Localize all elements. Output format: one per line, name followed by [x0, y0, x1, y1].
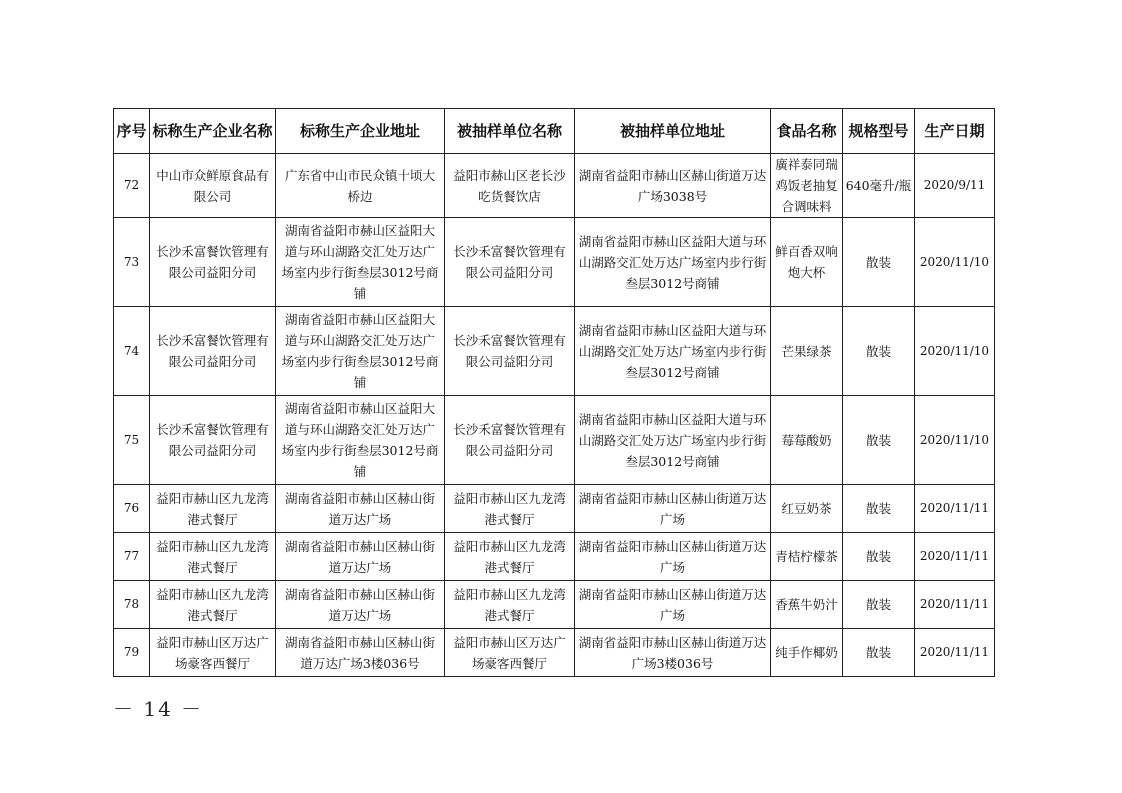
sampling-results-table — [113, 108, 995, 677]
table-row — [114, 154, 995, 218]
cell-sampled-address: 湖南省益阳市赫山区益阳大道与环山湖路交汇处万达广场室内步行街叁层3012号商铺 — [575, 396, 771, 485]
cell-sampled-unit: 益阳市赫山区九龙湾港式餐厅 — [445, 581, 575, 629]
cell-sampled-unit: 益阳市赫山区万达广场豪客西餐厅 — [445, 629, 575, 677]
cell-spec: 散装 — [843, 218, 915, 307]
cell-spec: 散装 — [843, 485, 915, 533]
table-row — [114, 581, 995, 629]
cell-spec: 散装 — [843, 307, 915, 396]
cell-no: 76 — [114, 485, 150, 533]
cell-sampled-address: 湖南省益阳市赫山区益阳大道与环山湖路交汇处万达广场室内步行街叁层3012号商铺 — [575, 218, 771, 307]
cell-food: 芒果绿茶 — [771, 307, 843, 396]
header-cell-date: 生产日期 — [915, 109, 995, 154]
cell-producer-address: 湖南省益阳市赫山区赫山街道万达广场 — [276, 485, 445, 533]
cell-date: 2020/11/11 — [915, 533, 995, 581]
cell-date: 2020/11/11 — [915, 485, 995, 533]
cell-producer: 长沙禾富餐饮管理有限公司益阳分司 — [150, 396, 276, 485]
cell-spec: 散装 — [843, 396, 915, 485]
header-cell-producer: 标称生产企业名称 — [150, 109, 276, 154]
cell-no: 75 — [114, 396, 150, 485]
cell-sampled-unit: 益阳市赫山区老长沙吃货餐饮店 — [445, 154, 575, 218]
table-header-row — [114, 109, 995, 154]
cell-no: 79 — [114, 629, 150, 677]
header-cell-sampled-unit: 被抽样单位名称 — [445, 109, 575, 154]
cell-spec: 散装 — [843, 629, 915, 677]
cell-date: 2020/11/11 — [915, 629, 995, 677]
cell-producer: 长沙禾富餐饮管理有限公司益阳分司 — [150, 307, 276, 396]
cell-sampled-address: 湖南省益阳市赫山区赫山街道万达广场 — [575, 581, 771, 629]
cell-sampled-address: 湖南省益阳市赫山区赫山街道万达广场 — [575, 485, 771, 533]
cell-spec: 640毫升/瓶 — [843, 154, 915, 218]
cell-producer: 中山市众鲜原食品有限公司 — [150, 154, 276, 218]
header-cell-food: 食品名称 — [771, 109, 843, 154]
cell-date: 2020/11/10 — [915, 218, 995, 307]
page-number: － 14 － — [113, 697, 204, 721]
cell-sampled-unit: 长沙禾富餐饮管理有限公司益阳分司 — [445, 218, 575, 307]
cell-food: 廣祥泰同瑞鸡饭老抽复合调味料 — [771, 154, 843, 218]
table-row — [114, 307, 995, 396]
cell-producer-address: 湖南省益阳市赫山区赫山街道万达广场 — [276, 581, 445, 629]
header-cell-spec: 规格型号 — [843, 109, 915, 154]
cell-producer: 长沙禾富餐饮管理有限公司益阳分司 — [150, 218, 276, 307]
cell-producer-address: 湖南省益阳市赫山区益阳大道与环山湖路交汇处万达广场室内步行街叁层3012号商铺 — [276, 396, 445, 485]
cell-sampled-unit: 长沙禾富餐饮管理有限公司益阳分司 — [445, 396, 575, 485]
cell-food: 莓莓酸奶 — [771, 396, 843, 485]
cell-no: 77 — [114, 533, 150, 581]
cell-food: 青桔柠檬茶 — [771, 533, 843, 581]
cell-sampled-address: 湖南省益阳市赫山区益阳大道与环山湖路交汇处万达广场室内步行街叁层3012号商铺 — [575, 307, 771, 396]
cell-no: 72 — [114, 154, 150, 218]
cell-spec: 散装 — [843, 581, 915, 629]
cell-food: 鲜百香双响炮大杯 — [771, 218, 843, 307]
cell-producer: 益阳市赫山区万达广场豪客西餐厅 — [150, 629, 276, 677]
table-row — [114, 629, 995, 677]
table-row — [114, 533, 995, 581]
cell-sampled-unit: 益阳市赫山区九龙湾港式餐厅 — [445, 533, 575, 581]
cell-no: 74 — [114, 307, 150, 396]
cell-spec: 散装 — [843, 533, 915, 581]
header-cell-sampled-address: 被抽样单位地址 — [575, 109, 771, 154]
cell-date: 2020/11/11 — [915, 581, 995, 629]
table-row — [114, 218, 995, 307]
cell-date: 2020/9/11 — [915, 154, 995, 218]
table-row — [114, 485, 995, 533]
cell-date: 2020/11/10 — [915, 396, 995, 485]
cell-producer-address: 广东省中山市民众镇十顷大桥边 — [276, 154, 445, 218]
cell-date: 2020/11/10 — [915, 307, 995, 396]
header-cell-producer-address: 标称生产企业地址 — [276, 109, 445, 154]
header-cell-no: 序号 — [114, 109, 150, 154]
cell-sampled-address: 湖南省益阳市赫山区赫山街道万达广场 — [575, 533, 771, 581]
cell-sampled-address: 湖南省益阳市赫山区赫山街道万达广场3楼036号 — [575, 629, 771, 677]
cell-sampled-address: 湖南省益阳市赫山区赫山街道万达广场3038号 — [575, 154, 771, 218]
cell-food: 纯手作椰奶 — [771, 629, 843, 677]
cell-producer-address: 湖南省益阳市赫山区赫山街道万达广场 — [276, 533, 445, 581]
cell-sampled-unit: 益阳市赫山区九龙湾港式餐厅 — [445, 485, 575, 533]
cell-producer: 益阳市赫山区九龙湾港式餐厅 — [150, 485, 276, 533]
cell-sampled-unit: 长沙禾富餐饮管理有限公司益阳分司 — [445, 307, 575, 396]
cell-producer-address: 湖南省益阳市赫山区赫山街道万达广场3楼036号 — [276, 629, 445, 677]
cell-food: 红豆奶茶 — [771, 485, 843, 533]
cell-no: 78 — [114, 581, 150, 629]
cell-producer: 益阳市赫山区九龙湾港式餐厅 — [150, 581, 276, 629]
table-row — [114, 396, 995, 485]
cell-producer: 益阳市赫山区九龙湾港式餐厅 — [150, 533, 276, 581]
cell-producer-address: 湖南省益阳市赫山区益阳大道与环山湖路交汇处万达广场室内步行街叁层3012号商铺 — [276, 218, 445, 307]
cell-producer-address: 湖南省益阳市赫山区益阳大道与环山湖路交汇处万达广场室内步行街叁层3012号商铺 — [276, 307, 445, 396]
cell-no: 73 — [114, 218, 150, 307]
cell-food: 香蕉牛奶汁 — [771, 581, 843, 629]
